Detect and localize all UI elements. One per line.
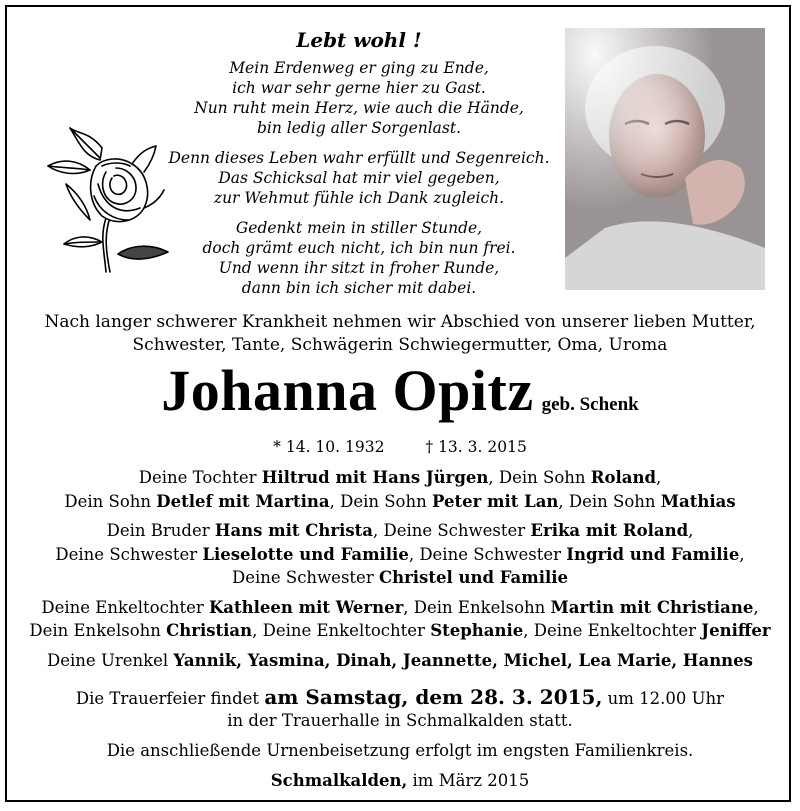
family-member-name: Stephanie bbox=[430, 621, 524, 640]
family-relation: Deine Schwester bbox=[55, 544, 203, 564]
poem-line: Gedenkt mein in stiller Stunde, bbox=[235, 219, 483, 237]
intro-text bbox=[20, 311, 780, 357]
poem-line: zur Wehmut fühle ich Dank zugleich. bbox=[213, 189, 505, 207]
poem-line: Das Schicksal hat mir viel gegeben, bbox=[218, 169, 500, 187]
family-member-name: Roland bbox=[590, 468, 656, 487]
burial-note: Die anschließende Urnenbeisetzung erfolgt im engsten Familienkreis. bbox=[106, 741, 694, 760]
family-group bbox=[10, 596, 790, 643]
family-relation: , Deine Schwester bbox=[372, 521, 531, 540]
family-relation: Deine Tochter bbox=[138, 468, 262, 487]
family-line bbox=[10, 566, 790, 590]
family-relation: , Dein Sohn bbox=[488, 468, 591, 487]
family-line bbox=[10, 649, 790, 673]
family-relation: Dein Bruder bbox=[106, 521, 215, 540]
poem-line: bin ledig aller Sorgenlast. bbox=[256, 119, 462, 137]
deceased-name-row bbox=[0, 357, 800, 424]
family-line bbox=[10, 466, 790, 490]
family-member-name: Erika mit Roland bbox=[530, 521, 689, 540]
family-relation: Dein Sohn bbox=[64, 491, 157, 511]
family-relation: , Dein Enkelsohn bbox=[403, 597, 551, 617]
family-relation: Deine Schwester bbox=[231, 568, 379, 587]
family-relation: , bbox=[753, 597, 759, 617]
signature-date: im März 2015 bbox=[412, 771, 530, 790]
family-member-name: Detlef mit Martina bbox=[156, 491, 330, 511]
family-relation: , Deine Enkeltochter bbox=[523, 621, 702, 640]
intro-line: Nach langer schwerer Krankheit nehmen wir Abschied von unserer lieben Mutter, bbox=[44, 312, 756, 332]
birth-name: geb. Schenk bbox=[541, 394, 639, 415]
family-member-name: Martin mit Christiane bbox=[550, 597, 754, 617]
family-relation: , Deine Schwester bbox=[408, 544, 567, 564]
family-relation: , bbox=[739, 544, 745, 564]
birth-date: * 14. 10. 1932 bbox=[273, 438, 385, 456]
poem-stanza bbox=[150, 148, 568, 208]
poem-line: dann bin ich sicher mit dabei. bbox=[241, 279, 477, 297]
family-line bbox=[10, 543, 790, 567]
service-intro: Die Trauerfeier findet bbox=[75, 689, 260, 708]
signature-line bbox=[10, 770, 790, 792]
family-group bbox=[10, 466, 790, 513]
poem-stanza bbox=[150, 58, 568, 138]
family-member-name: Ingrid und Familie bbox=[566, 544, 740, 564]
death-date: † 13. 3. 2015 bbox=[425, 438, 527, 456]
family-member-name: Yannik, Yasmina, Dinah, Jeannette, Michel, Lea Marie, Hannes bbox=[173, 650, 753, 670]
family-relation: , Deine Enkeltochter bbox=[252, 621, 431, 640]
life-dates bbox=[0, 438, 800, 456]
family-member-name: Peter mit Lan bbox=[432, 491, 559, 511]
family-line bbox=[10, 596, 790, 620]
family-relation: , bbox=[688, 521, 694, 540]
family-relation: , Dein Sohn bbox=[329, 491, 432, 511]
family-line bbox=[10, 490, 790, 514]
family-group bbox=[10, 649, 790, 673]
family-relation: Dein Enkelsohn bbox=[29, 621, 167, 640]
mourners-list bbox=[10, 466, 790, 678]
family-member-name: Hiltrud mit Hans Jürgen bbox=[261, 468, 489, 487]
poem-title: Lebt wohl ! bbox=[296, 28, 422, 52]
family-member-name: Mathias bbox=[660, 491, 736, 511]
poem-line: ich war sehr gerne hier zu Gast. bbox=[232, 79, 486, 97]
poem-stanza bbox=[150, 218, 568, 298]
family-member-name: Jeniffer bbox=[701, 621, 771, 640]
service-time: um 12.00 Uhr bbox=[607, 689, 725, 708]
family-line bbox=[10, 619, 790, 643]
family-member-name: Hans mit Christa bbox=[214, 521, 373, 540]
intro-line: Schwester, Tante, Schwägerin Schwiegermutter, Oma, Uroma bbox=[132, 335, 668, 355]
family-member-name: Lieselotte und Familie bbox=[202, 544, 409, 564]
family-member-name: Kathleen mit Werner bbox=[208, 597, 404, 617]
family-member-name: Christel und Familie bbox=[378, 568, 569, 587]
poem-line: Mein Erdenweg er ging zu Ende, bbox=[229, 59, 489, 77]
service-line bbox=[10, 686, 790, 710]
family-line bbox=[10, 519, 790, 543]
signature-place: Schmalkalden, bbox=[270, 771, 408, 790]
poem bbox=[150, 28, 568, 308]
poem-line: Und wenn ihr sitzt in froher Runde, bbox=[218, 259, 500, 277]
deceased-name: Johanna Opitz bbox=[161, 358, 534, 423]
family-group bbox=[10, 519, 790, 590]
family-member-name: Christian bbox=[166, 621, 253, 640]
family-relation: Deine Enkeltochter bbox=[41, 597, 209, 617]
family-relation: , bbox=[655, 468, 662, 487]
service-info bbox=[10, 686, 790, 792]
service-date: am Samstag, dem 28. 3. 2015, bbox=[264, 685, 603, 709]
portrait-photo bbox=[565, 28, 765, 290]
family-relation: Deine Urenkel bbox=[47, 650, 174, 670]
service-location: in der Trauerhalle in Schmalkalden statt. bbox=[227, 711, 573, 730]
poem-line: doch grämt euch nicht, ich bin nun frei. bbox=[202, 239, 516, 257]
poem-line: Nun ruht mein Herz, wie auch die Hände, bbox=[194, 99, 524, 117]
family-relation: , Dein Sohn bbox=[558, 491, 661, 511]
poem-line: Denn dieses Leben wahr erfüllt und Segenreich. bbox=[168, 149, 550, 167]
